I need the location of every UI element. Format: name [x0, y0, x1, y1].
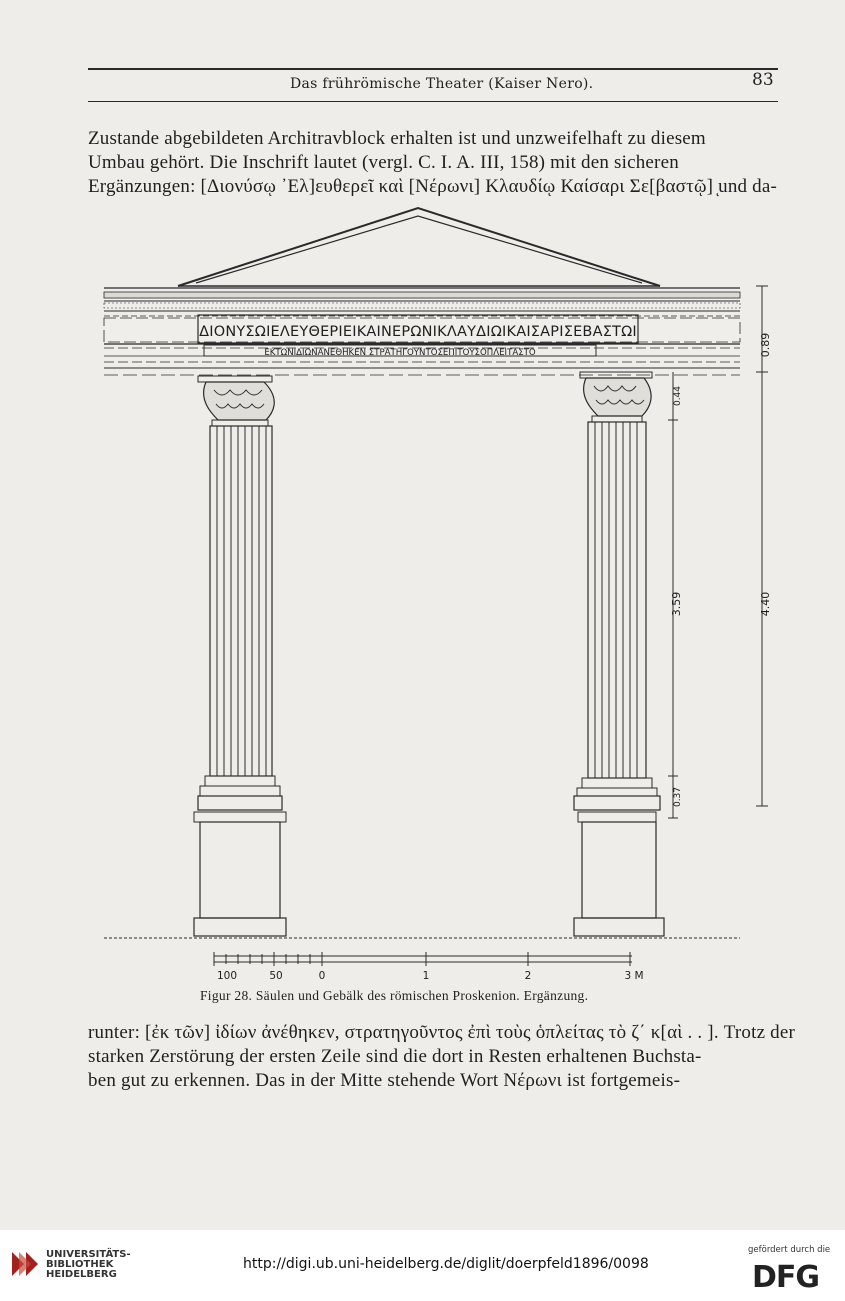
body-text-line: runter: [ἐκ τῶν] ἰδίων ἀνέθηκεν, στρατηγοῦντος ἐπὶ τοὺς ὁπλείτας τὸ ζ΄ κ[αὶ . . ]. Trotz der — [88, 1022, 796, 1043]
body-text-line: Umbau gehört. Die Inschrift lautet (vergl. C. I. A. III, 158) mit den sicheren — [88, 152, 679, 173]
scale-label-2: 2 — [524, 970, 532, 982]
page-number: 83 — [752, 70, 774, 90]
dimension-lines — [668, 286, 768, 818]
scale-label-0: 0 — [318, 970, 326, 982]
library-name-line: HEIDELBERG — [46, 1269, 117, 1280]
left-column — [194, 376, 286, 936]
running-head: Das frührömische Theater (Kaiser Nero). — [290, 76, 594, 92]
dim-label-base: 0.37 — [673, 786, 683, 808]
permalink-url[interactable]: http://digi.ub.uni-heidelberg.de/diglit/doerpfeld1896/0098 — [243, 1256, 649, 1272]
pediment — [178, 208, 660, 286]
library-name-line: BIBLIOTHEK — [46, 1259, 114, 1270]
dfg-logo[interactable]: DFG — [752, 1260, 820, 1295]
dim-label-capital: 0.44 — [673, 385, 683, 407]
scale-label-1: 1 — [422, 970, 430, 982]
body-text-line: ben gut zu erkennen. Das in der Mitte stehende Wort Νέρωνι ist fortgemeis- — [88, 1070, 681, 1091]
body-text-line: Ergänzungen: [Διονύσῳ ᾿Ελ]ευθερεῖ καὶ [Νέρωνι] Κλαυδίῳ Καίσαρι Σε[βαστῷ] ͅund da- — [88, 176, 778, 197]
footer-bar — [0, 1230, 845, 1301]
funding-note: gefördert durch die — [748, 1245, 831, 1255]
dim-label-shaft: 3.59 — [670, 591, 683, 617]
dim-label-total: 4.40 — [759, 591, 772, 617]
body-text-line: Zustande abgebildeten Architravblock erhalten ist und unzweifelhaft zu diesem — [88, 128, 706, 149]
dim-label-entablature: 0.89 — [759, 332, 772, 358]
library-name[interactable] — [46, 1250, 131, 1280]
inscription-lower: ΕΚΤΩΝΙΔΙΩΝΑΝΕΘΗΚΕΝ ΣΤΡΑΤΗΓΟΥΝΤΟΣΕΠΙΤΟΥΣΟΠΛΕΙΤΑΣΤΟ — [264, 348, 536, 358]
library-name-line: UNIVERSITÄTS- — [46, 1249, 131, 1260]
right-column — [574, 372, 664, 936]
figure-caption: Figur 28. Säulen und Gebälk des römischen Proskenion. Ergänzung. — [200, 988, 589, 1003]
scale-bar — [214, 952, 632, 966]
inscription-upper: ΔΙΟΝΥΣΩΙΕΛΕΥΘΕΡΙΕΙΚΑΙΝΕΡΩΝΙΚΛΑΥΔΙΩΙΚΑΙΣΑΡΙΣΕΒΑΣΤΩΙ — [199, 324, 637, 340]
university-library-logo-icon[interactable] — [10, 1248, 42, 1280]
scale-label-3m: 3 M — [624, 970, 644, 982]
scale-label-100: 100 — [216, 970, 238, 982]
body-text-line: starken Zerstörung der ersten Zeile sind die dort in Resten erhaltenen Buchsta- — [88, 1046, 702, 1067]
scale-label-50: 50 — [269, 970, 283, 982]
